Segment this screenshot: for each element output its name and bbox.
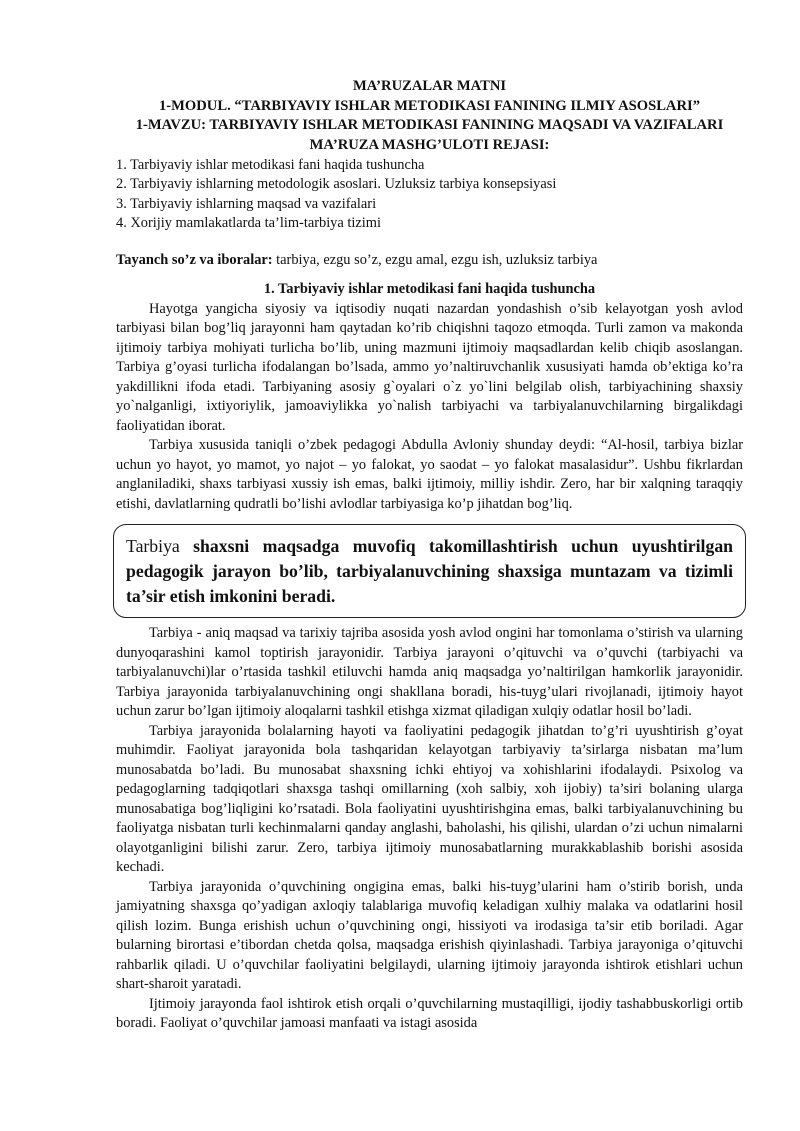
keywords-label: Tayanch so’z va iboralar: — [116, 251, 273, 268]
definition-callout-box — [113, 524, 746, 618]
lecture-plan-heading: MA’RUZA MASHG’ULOTI REJASI: — [309, 137, 550, 154]
plan-item-4: 4. Xorijiy mamlakatlarda ta’lim-tarbiya tizimi — [116, 215, 381, 232]
paragraph-2: Tarbiya xususida taniqli o’zbek pedagogi Abdulla Avloniy shunday deydi: “Al-hosil, tarbiya bizlar uchun yo hayot, yo mamot, yo najot – yo falokat, yo saodat – yo falokat masalasidur”. Ushbu fikrlardan anglaniladiki, shaxs tarbiyasi xussiy ish emas, balki ijtimoiy, milliy ishdir. Zero, har bir xalqning taraqqiy etishi, davlatlarning qudratli bo’lishi avlodlar tarbiyasiga ko’p jihatdan bog’liq. — [116, 437, 743, 512]
keywords-text: tarbiya, ezgu so’z, ezgu amal, ezgu ish, uzluksiz tarbiya — [272, 251, 598, 268]
lecture-plan-list — [116, 156, 743, 234]
paragraph-5: Tarbiya jarayonida o’quvchining ongigina emas, balki his-tuyg’ularini ham o’stirib borish, unda jamiyatning shaxsga qo’yadigan axloqiy talablariga muvofiq keladigan xulhiy malaka va odatlarini hosil qilish lozim. Bunga erishish uchun o’quvchining ongi, hissiyoti va irodasiga ta’sir etib boriladi. Agar bularning birortasi e’tibordan chetda qolsa, maqsadga erishish qiyinlashadi. Tarbiya jarayoniga o’qituvchi rahbarlik qiladi. U o’quvchilar faoliyatini belgilaydi, ularning ijtimoiy jarayonda ishtirok etishlari uchun shart-sharoit yaratadi. — [116, 878, 743, 993]
document-page — [116, 77, 743, 1034]
paragraph-1: Hayotga yangicha siyosiy va iqtisodiy nuqati nazardan yondashish o’sib kelayotgan yosh avlod tarbiyasi bilan bog’liq jarayonni ham qaytadan ko’rib chiqishni taqozo etmoqda. Turli zamon va makonda ijtimoiy tarbiya mohiyati turlicha bo’lib, uning mazmuni ijtimoiy maqsadlardan kelib chiqib asoslangan. Tarbiya g’oyasi turlicha ifodalangan bo’lsada, ammo yo’naltiruvchanlik xususiyati hamda ob’ektiga ko’ra yakdillikni ifoda etadi. Tarbiyaning asosiy g`oyalari o`z yo`lini belgilab olish, tarbiyachining shaxsiy yo`nalganligi, ixtiyoriylik, jamoaviylikka yo`nalish tarbiyachi va tarbiyalanuvchilarning birgalikdagi faoliyatidan iborat. — [116, 300, 743, 434]
section-1-heading: 1. Tarbiyaviy ishlar metodikasi fani haqida tushuncha — [263, 281, 596, 298]
plan-item-3: 3. Tarbiyaviy ishlarning maqsad va vazifalari — [116, 195, 377, 212]
keywords-line — [116, 251, 743, 271]
paragraph-6: Ijtimoiy jarayonda faol ishtirok etish orqali o’quvchilarning mustaqilligi, ijodiy tashabbuskorligi ortib boradi. Faoliyat o’quvchilar jamoasi manfaati va istagi asosida — [116, 995, 743, 1032]
plan-item-2: 2. Tarbiyaviy ishlarning metodologik asoslari. Uzluksiz tarbiya konsepsiyasi — [116, 176, 557, 193]
topic-title: 1-MAVZU: TARBIYAVIY ISHLAR METODIKASI FANINING MAQSADI VA VAZIFALARI — [135, 117, 724, 134]
doc-header-line1: MA’RUZALAR MATNI — [352, 78, 507, 94]
plan-item-1: 1. Tarbiyaviy ishlar metodikasi fani haqida tushuncha — [116, 156, 425, 173]
paragraph-4: Tarbiya jarayonida bolalarning hayoti va faoliyatini pedagogik jihatdan to’g’ri uyushtirish g’oyat muhimdir. Faoliyat jarayonida bola tashqaridan kelayotgan tarbiyaviy ta’sirlarga nisbatan ma’lum munosabatda bo’ladi. Bu munosabat shaxsning ichki ehtiyoj va xohishlarini ifodalaydi. Psixolog va pedagoglarning tadqiqotlari shaxsga tashqi omillarning (xoh salbiy, xoh ijobiy) ta’siri bolaning ularga munosabatiga bog’liqligini ko’rsatadi. Bola faoliyatini uyushtirishgina emas, balki tarbiyalanuvchining bu faoliyatga nisbatan turli kechinmalarni qanday anglashi, baholashi, his qilishi, ulardan o’zi uchun nimalarni olayotganligini bilishi zarur. Zero, tarbiya ijtimoiy munosabatlarning murakkablashib borishi asosida kechadi. — [116, 722, 743, 876]
module-title: 1-MODUL. “TARBIYAVIY ISHLAR METODIKASI FANINING ILMIY ASOSLARI” — [158, 97, 700, 114]
callout-definition: shaxsni maqsadga muvofiq takomillashtirish uchun uyushtirilgan pedagogik jarayon bo’lib, tarbiyalanuvchining shaxsiga muntazam va tizimli ta’sir etish imkonini beradi. — [126, 536, 733, 607]
paragraph-3: Tarbiya - aniq maqsad va tarixiy tajriba asosida yosh avlod ongini har tomonlama o’stirish va ularning dunyoqarashini kamol toptirish jarayonidir. Tarbiya jarayoni o’qituvchi va o’quvchi (tarbiyachi va tarbiyalanuvchi)lar o’rtasida tashkil etiluvchi hamda aniq maqsadga yo’naltirilgan hamkorlik jarayonidir. Tarbiya jarayonida tarbiyalanuvchining ongi shakllana boradi, his-tuyg’ulari rivojlanadi, ijtimoiy hayot uchun zarur bo’lgan ijtimoiy aloqalarni tashkil etishga xizmat qiladigan xulqiy odatlar hosil bo’ladi. — [116, 625, 743, 720]
callout-lead: Tarbiya — [126, 536, 194, 557]
